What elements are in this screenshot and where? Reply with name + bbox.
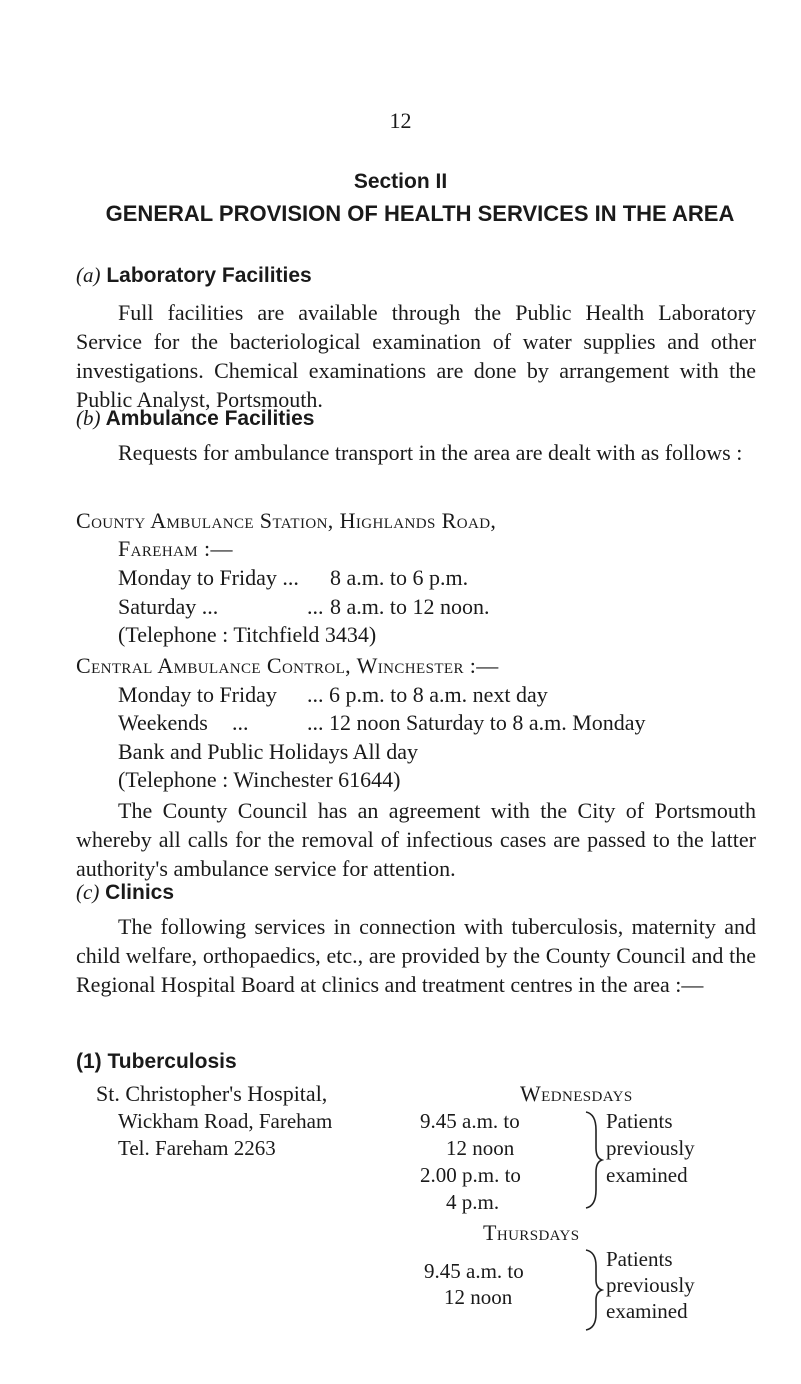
wed-note-3: examined xyxy=(606,1163,688,1187)
tb-hospital: St. Christopher's Hospital, xyxy=(96,1081,328,1106)
section-heading: Section II xyxy=(353,170,448,193)
station1-line1: County Ambulance Station, Highlands Road, xyxy=(76,508,497,533)
station1-line2: Fareham :— xyxy=(118,536,233,561)
thu-note-3: examined xyxy=(606,1299,688,1323)
thu-note-2: previously xyxy=(606,1273,695,1297)
letter-b: (b) xyxy=(76,406,101,430)
wed-time-4: 4 p.m. xyxy=(446,1190,500,1214)
heading-tuberculosis-text: Tuberculosis xyxy=(107,1050,237,1073)
heading-ambulance xyxy=(76,406,314,431)
s2-phone: (Telephone : Winchester 61644) xyxy=(118,767,401,792)
page-number: 12 xyxy=(389,108,412,133)
heading-tuberculosis xyxy=(76,1050,237,1074)
s2-row2-value: ... 12 noon Saturday to 8 a.m. Monday xyxy=(307,710,646,735)
thu-time-1: 9.45 a.m. to xyxy=(424,1259,524,1283)
heading-laboratory xyxy=(76,263,312,288)
s1-phone: (Telephone : Titchfield 3434) xyxy=(118,622,377,647)
wed-note-2: previously xyxy=(606,1136,695,1160)
tb-tel: Tel. Fareham 2263 xyxy=(118,1136,276,1160)
wed-brace-icon xyxy=(584,1110,604,1210)
heading-clinics xyxy=(76,880,174,905)
s2-row3: Bank and Public Holidays All day xyxy=(118,739,419,764)
thu-time-2: 12 noon xyxy=(444,1285,513,1309)
clinics-text: The following services in connection with tuberculosis, maternity and child welfare, orthopaedics, etc., are provided by the County Council and the Regional Hospital Board at clinics and treatment centres in the area :— xyxy=(76,914,756,997)
s2-row1-value: ... 6 p.m. to 8 a.m. next day xyxy=(307,682,548,707)
heading-clinics-text: Clinics xyxy=(105,881,175,904)
tb-address: Wickham Road, Fareham xyxy=(118,1109,333,1133)
wednesdays-label: Wednesdays xyxy=(520,1081,633,1106)
s1-row2-dots: ... xyxy=(307,594,324,619)
tb-number: (1) xyxy=(76,1050,102,1073)
ambulance-intro xyxy=(76,438,756,467)
heading-laboratory-text: Laboratory Facilities xyxy=(106,264,312,287)
letter-a: (a) xyxy=(76,263,101,287)
wed-time-2: 12 noon xyxy=(446,1136,515,1160)
s1-row2-value: 8 a.m. to 12 noon. xyxy=(330,594,490,619)
ambulance-intro-text: Requests for ambulance transport in the area are dealt with as follows : xyxy=(118,440,743,465)
thu-brace-icon xyxy=(584,1248,604,1332)
s2-row2-dots: ... xyxy=(232,710,249,735)
laboratory-text: Full facilities are available through the Public Health Laboratory Service for the bacteriological examination of water supplies and other investigations. Chemical examinations are done by arrangement with the Public Analyst, Portsmouth. xyxy=(76,300,756,412)
wed-time-3: 2.00 p.m. to xyxy=(420,1163,521,1187)
s1-row1-value: 8 a.m. to 6 p.m. xyxy=(330,565,469,590)
thu-note-1: Patients xyxy=(606,1247,673,1271)
clinics-paragraph xyxy=(76,912,756,999)
letter-c: (c) xyxy=(76,880,100,904)
s2-row1-label: Monday to Friday xyxy=(118,682,277,707)
wed-time-1: 9.45 a.m. to xyxy=(420,1109,520,1133)
s1-row2-label: Saturday ... xyxy=(118,594,219,619)
heading-ambulance-text: Ambulance Facilities xyxy=(105,407,315,430)
main-title: GENERAL PROVISION OF HEALTH SERVICES IN THE AREA xyxy=(105,201,735,226)
agreement-text: The County Council has an agreement with the City of Portsmouth whereby all calls for the removal of infectious cases are passed to the latter authority's ambulance service for attention. xyxy=(76,798,756,881)
laboratory-paragraph xyxy=(76,298,756,414)
s2-row2-label: Weekends xyxy=(118,710,208,735)
station2: Central Ambulance Control, Winchester :— xyxy=(76,653,499,678)
wed-note-1: Patients xyxy=(606,1109,673,1133)
thursdays-label: Thursdays xyxy=(483,1220,580,1245)
s1-row1-label: Monday to Friday ... xyxy=(118,565,299,590)
agreement-paragraph xyxy=(76,796,756,883)
